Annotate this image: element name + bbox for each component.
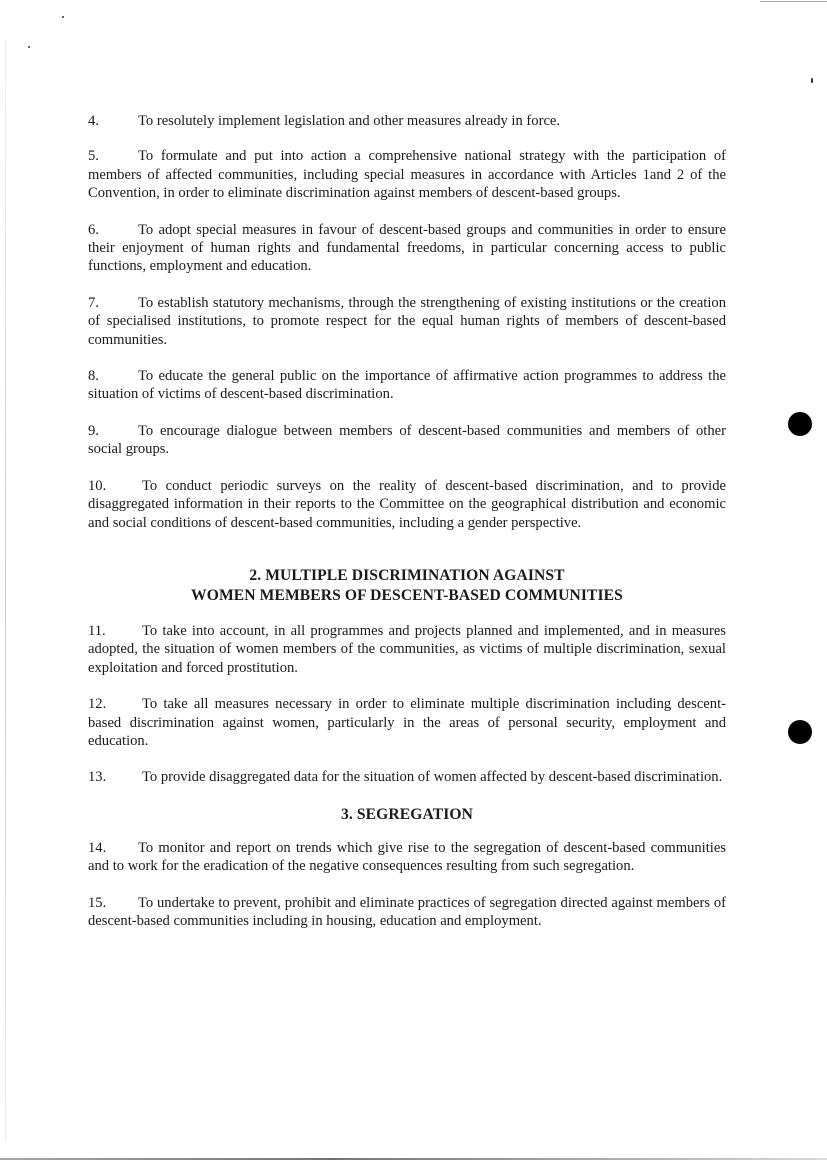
- paragraph-13: [88, 768, 726, 786]
- paragraph-text: To take into account, in all programmes and projects planned and implemented, and in measures adopted, the situation of women members of the communities, as victims of multiple discrimination, sexual exploitation and forced prostitution.: [88, 622, 726, 676]
- heading-line: WOMEN MEMBERS OF DESCENT-BASED COMMUNITIES: [191, 586, 623, 604]
- section-heading-multiple-discrimination: [88, 566, 726, 606]
- scan-speck: [28, 46, 30, 48]
- paragraph-text: To undertake to prevent, prohibit and eliminate practices of segregation directed against members of descent-based communities including in housing, education and employment.: [88, 894, 726, 929]
- paragraph-15: [88, 894, 726, 931]
- paragraph-number: 14.: [88, 839, 107, 856]
- punch-hole-lower: [788, 720, 812, 744]
- scan-edge-top: [760, 1, 827, 2]
- paragraph-number: 12.: [88, 696, 107, 713]
- paragraph-number: 5.: [88, 148, 99, 165]
- scan-speck: [62, 16, 64, 18]
- section-heading-segregation: 3. SEGREGATION: [341, 805, 473, 823]
- paragraph-text: To conduct periodic surveys on the reality of descent-based discrimination, and to provide disaggregated information in their reports to the Committee on the geographical distribution and economic and social conditions of descent-based communities, including a gender perspective.: [88, 477, 726, 531]
- paragraph-text: To encourage dialogue between members of descent-based communities and members of other social groups.: [88, 422, 726, 458]
- paragraph-number: 15.: [88, 894, 107, 911]
- paragraph-number: 7.: [88, 294, 99, 311]
- paragraph-10: [88, 477, 726, 532]
- paragraph-number: 4.: [88, 113, 99, 129]
- paragraph-7: [88, 294, 726, 349]
- paragraph-11: [88, 622, 726, 677]
- paragraph-text: To provide disaggregated data for the situation of women affected by descent-based discrimination.: [142, 769, 723, 786]
- scan-edge-left: [5, 40, 6, 1140]
- scan-speck: [811, 78, 813, 83]
- document-body: [88, 112, 726, 948]
- paragraph-text: To adopt special measures in favour of descent-based groups and communities in order to ensure their enjoyment of human rights and fundamental freedoms, in particular concerning access to public functions, employment and education.: [88, 221, 726, 275]
- paragraph-number: 8.: [88, 368, 99, 385]
- paragraph-number: 9.: [88, 422, 99, 439]
- paragraph-text: To monitor and report on trends which give rise to the segregation of descent-based communities and to work for the eradication of the negative consequences resulting from such segregation.: [88, 839, 726, 875]
- paragraph-number: 10.: [88, 477, 107, 494]
- paragraph-5: [88, 147, 726, 202]
- paragraph-4: [88, 112, 726, 130]
- paragraph-text: To formulate and put into action a comprehensive national strategy with the participation of members of affected communities, including special measures in accordance with Articles 1and 2 of the Convention, in order to eliminate discrimination against members of descent-based groups.: [88, 148, 726, 202]
- paragraph-number: 11.: [88, 622, 106, 639]
- paragraph-number: 6.: [88, 221, 99, 238]
- scan-edge-bottom: [0, 1158, 827, 1160]
- paragraph-number: 13.: [88, 769, 107, 786]
- paragraph-9: [88, 422, 726, 459]
- heading-line: 2. MULTIPLE DISCRIMINATION AGAINST: [249, 566, 565, 584]
- paragraph-text: To take all measures necessary in order to eliminate multiple discrimination including descent-based discrimination against women, particularly in the areas of personal security, employment and education.: [88, 696, 726, 749]
- paragraph-12: [88, 695, 726, 750]
- paragraph-text: To educate the general public on the importance of affirmative action programmes to address the situation of victims of descent-based discrimination.: [88, 368, 726, 403]
- paragraph-text: To establish statutory mechanisms, through the strengthening of existing institutions or the creation of specialised institutions, to promote respect for the equal human rights of members of descent-based communities.: [88, 294, 726, 348]
- paragraph-14: [88, 839, 726, 876]
- paragraph-6: [88, 221, 726, 276]
- paragraph-text: To resolutely implement legislation and other measures already in force.: [138, 113, 561, 129]
- punch-hole-upper: [788, 412, 812, 436]
- paragraph-8: [88, 367, 726, 404]
